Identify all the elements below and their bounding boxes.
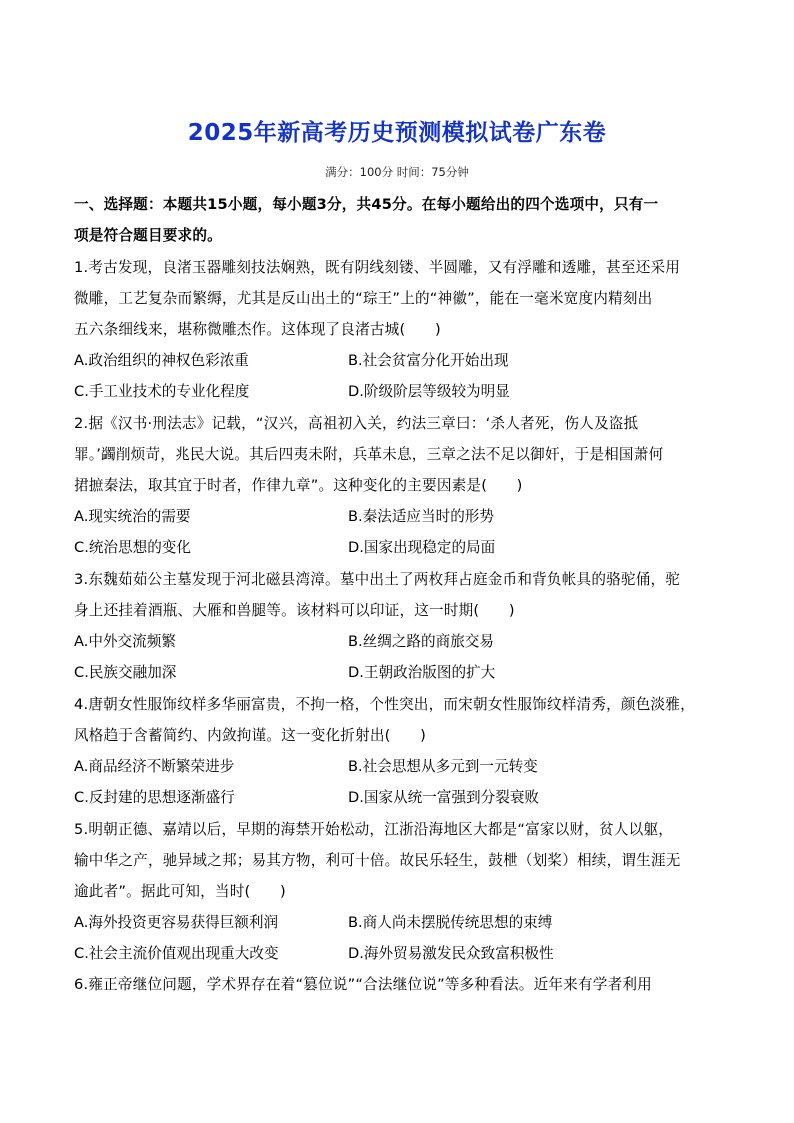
question-4-option-b: B.社会思想从多元到一元转变 xyxy=(348,758,538,775)
question-5-option-d: D.海外贸易激发民众致富积极性 xyxy=(348,945,554,962)
question-3-stem-line-2: 身上还挂着酒瓶、大雁和兽腿等。该材料可以印证，这一时期( ) xyxy=(74,602,515,619)
question-3-option-a: A.中外交流频繁 xyxy=(74,633,176,650)
question-4-option-d: D.国家从统一富强到分裂衰败 xyxy=(348,789,540,806)
exam-title: 2025年新高考历史预测模拟试卷广东卷 xyxy=(187,120,607,146)
exam-subtitle: 满分：100分 时间：75分钟 xyxy=(325,165,469,179)
question-5-stem-line-2: 输中华之产，驰异域之邦；易其方物，利可十倍。故民乐轻生，鼓枻（划桨）相续，谓生涯无 xyxy=(74,852,681,869)
question-1-stem-line-2: 微雕，工艺复杂而繁缛，尤其是反山出土的“琮王”上的“神徽”，能在一毫米宽度内精刻出 xyxy=(74,290,653,307)
question-1-option-a: A.政治组织的神权色彩浓重 xyxy=(74,352,249,369)
question-4-option-c: C.反封建的思想逐渐盛行 xyxy=(74,789,235,806)
question-1-stem-line-3: 五六条细线来，堪称微雕杰作。这体现了良渚古城( ) xyxy=(74,321,441,338)
question-4-option-a: A.商品经济不断繁荣进步 xyxy=(74,758,235,775)
question-3-option-d: D.王朝政治版图的扩大 xyxy=(348,664,496,681)
question-2-stem-line-1: 2.据《汉书·刑法志》记载，“汉兴，高祖初入关，约法三章曰：‘杀人者死，伤人及盗抵 xyxy=(74,415,639,432)
question-2-option-a: A.现实统治的需要 xyxy=(74,508,191,525)
question-5-stem-line-1: 5.明朝正德、嘉靖以后，早期的海禁开始松动，江浙沿海地区大都是“富家以财，贫人以躯， xyxy=(74,821,674,838)
question-5-option-b: B.商人尚未摆脱传统思想的束缚 xyxy=(348,914,553,931)
question-2-stem-line-2: 罪。’蠲削烦苛，兆民大说。其后四夷未附，兵革未息，三章之法不足以御奸，于是相国萧何 xyxy=(74,446,664,463)
question-3-option-b: B.丝绸之路的商旅交易 xyxy=(348,633,494,650)
section-instruction-line-1: 一、选择题：本题共15小题，每小题3分，共45分。在每小题给出的四个选项中，只有一 xyxy=(74,196,659,213)
question-5-option-a: A.海外投资更容易获得巨额利润 xyxy=(74,914,279,931)
section-instruction-line-2: 项是符合题目要求的。 xyxy=(74,227,222,244)
question-2-option-c: C.统治思想的变化 xyxy=(74,539,191,556)
question-2-option-d: D.国家出现稳定的局面 xyxy=(348,539,496,556)
question-3-option-c: C.民族交融加深 xyxy=(74,664,177,681)
question-4-stem-line-1: 4.唐朝女性服饰纹样多华丽富贵，不拘一格，个性突出，而宋朝女性服饰纹样清秀，颜色淡雅， xyxy=(74,696,695,713)
question-4-stem-line-2: 风格趋于含蓄简约、内敛拘谨。这一变化折射出( ) xyxy=(74,727,427,744)
question-6-stem-line-1: 6.雍正帝继位问题，学术界存在着“篡位说”“合法继位说”等多种看法。近年来有学者利用 xyxy=(74,976,652,993)
question-2-option-b: B.秦法适应当时的形势 xyxy=(348,508,494,525)
question-3-stem-line-1: 3.东魏茹茹公主墓发现于河北磁县湾漳。墓中出土了两枚拜占庭金币和背负帐具的骆驼俑，驼 xyxy=(74,571,681,588)
question-1-option-d: D.阶级阶层等级较为明显 xyxy=(348,383,510,400)
question-1-option-b: B.社会贫富分化开始出现 xyxy=(348,352,509,369)
question-5-option-c: C.社会主流价值观出现重大改变 xyxy=(74,945,279,962)
question-1-option-c: C.手工业技术的专业化程度 xyxy=(74,383,250,400)
question-2-stem-line-3: 捃摭秦法，取其宜于时者，作律九章”。这种变化的主要因素是( ) xyxy=(74,477,523,494)
question-5-stem-line-3: 逾此者”。据此可知，当时( ) xyxy=(74,883,286,900)
question-1-stem-line-1: 1.考古发现，良渚玉器雕刻技法娴熟，既有阴线刻镂、半圆雕，又有浮雕和透雕，甚至还采用 xyxy=(74,259,681,276)
